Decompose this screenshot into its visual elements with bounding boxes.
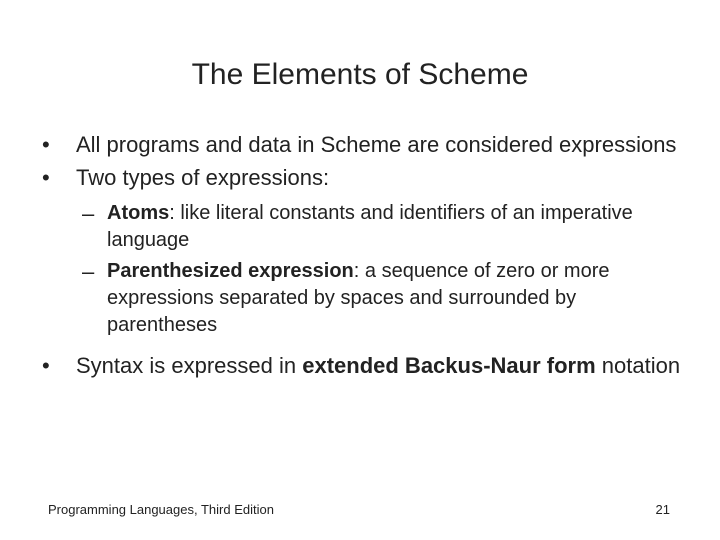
slide-title: The Elements of Scheme xyxy=(191,58,529,91)
bullet-text: Two types of expressions: xyxy=(76,165,330,190)
bullet-item xyxy=(30,130,690,159)
term-parenthesized-expression: Parenthesized expression xyxy=(107,260,354,282)
sub-bullet-item xyxy=(72,258,690,339)
sub-bullet-text: : a sequence of zero or more expressions separated by spaces and surrounded by parentheses xyxy=(107,260,610,336)
term-ebnf: extended Backus-Naur form xyxy=(302,353,596,378)
bullet-text-prefix: Syntax is expressed in xyxy=(76,353,303,378)
sub-bullet-text: : like literal constants and identifiers of an imperative language xyxy=(107,202,633,251)
sub-bullet-marker: – xyxy=(82,259,95,284)
bullet-text-suffix: notation xyxy=(595,353,681,378)
sub-bullet-item xyxy=(72,200,690,254)
bullet-item xyxy=(30,351,690,380)
sub-bullet-list xyxy=(72,200,690,339)
bullet-item xyxy=(30,163,690,339)
bullet-list xyxy=(30,130,690,384)
term-atoms: Atoms xyxy=(107,202,170,224)
footer-book-title: Programming Languages, Third Edition xyxy=(48,502,274,517)
bullet-marker: • xyxy=(42,353,50,378)
sub-bullet-marker: – xyxy=(82,201,95,226)
bullet-marker: • xyxy=(42,132,50,157)
bullet-marker: • xyxy=(42,165,50,190)
bullet-text: All programs and data in Scheme are considered expressions xyxy=(76,132,677,157)
page-number: 21 xyxy=(655,502,670,517)
